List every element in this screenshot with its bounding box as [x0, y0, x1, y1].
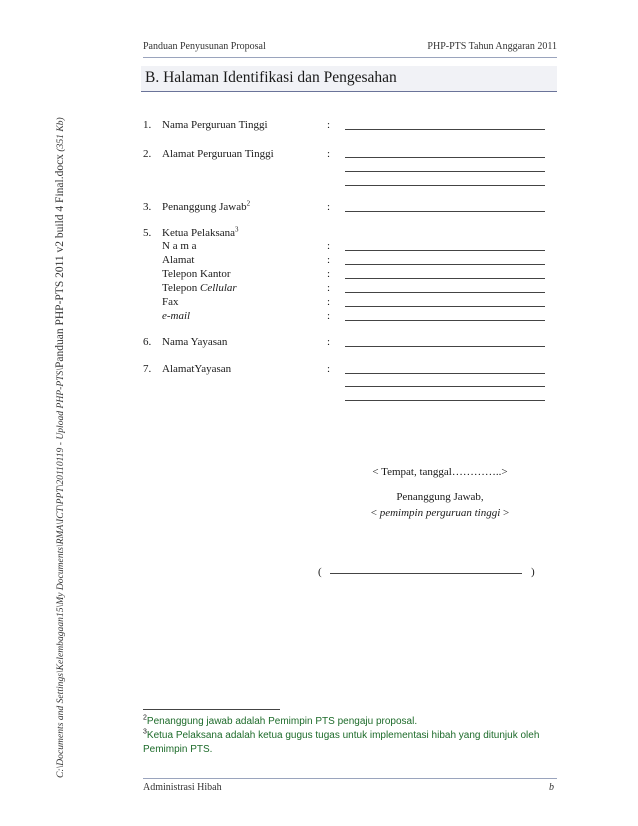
footnote-text: Ketua Pelaksana adalah ketua gugus tugas untuk implementasi hibah yang ditunjuk oleh Pemimpin PTS. — [143, 730, 540, 755]
item-label: Alamat Perguruan Tinggi — [162, 148, 274, 160]
field-label: e-mail — [162, 310, 191, 322]
field-label: Alamat — [162, 254, 195, 266]
fill-line[interactable] — [345, 129, 545, 130]
sign-role: Penanggung Jawab, — [396, 491, 484, 503]
fill-line[interactable] — [345, 320, 545, 321]
footer-left: Administrasi Hibah — [143, 782, 222, 793]
footnote-2 — [143, 715, 553, 729]
section-title: B. Halaman Identifikasi dan Pengesahan — [145, 69, 397, 86]
item-label-text: Ketua Pelaksana — [162, 227, 235, 239]
file-path-size: (351 Kb) — [55, 117, 66, 152]
item-label — [162, 201, 250, 213]
field-label-prefix: Telepon — [162, 282, 201, 294]
fill-line[interactable] — [345, 346, 545, 347]
field-label-italic: Cellular — [200, 282, 237, 294]
fill-line[interactable] — [345, 157, 545, 158]
colon: : — [327, 363, 331, 375]
signature-line[interactable] — [330, 573, 522, 574]
section-heading — [141, 66, 557, 92]
footnote-separator — [143, 709, 280, 710]
sign-place-date: < Tempat, tanggal…………..> — [372, 466, 508, 478]
item-number: 3. — [143, 201, 152, 213]
colon: : — [327, 254, 331, 266]
fill-line[interactable] — [345, 292, 545, 293]
fill-line[interactable] — [345, 386, 545, 387]
header-rule — [143, 57, 557, 58]
colon: : — [327, 268, 331, 280]
colon: : — [327, 240, 331, 252]
field-label: Telepon Kantor — [162, 268, 231, 280]
footnote-ref: 3 — [235, 225, 239, 234]
fill-line[interactable] — [345, 306, 545, 307]
item-label: AlamatYayasan — [162, 363, 232, 375]
item-number: 5. — [143, 227, 152, 239]
footnote-3 — [143, 729, 553, 757]
fill-line[interactable] — [345, 185, 545, 186]
item-number: 6. — [143, 336, 152, 348]
footnote-number: 3 — [143, 728, 147, 736]
colon: : — [327, 148, 331, 160]
header-left: Panduan Penyusunan Proposal — [143, 41, 266, 52]
fill-line[interactable] — [345, 250, 545, 251]
field-label — [162, 282, 237, 294]
sign-name-italic: pemimpin perguruan tinggi — [379, 507, 501, 519]
item-label: Nama Perguruan Tinggi — [162, 119, 268, 131]
colon: : — [327, 310, 331, 322]
page-header — [143, 41, 557, 57]
item-number: 1. — [143, 119, 152, 131]
item-number: 2. — [143, 148, 152, 160]
sign-name-placeholder — [340, 507, 540, 519]
fill-line[interactable] — [345, 400, 545, 401]
colon: : — [327, 336, 331, 348]
colon: : — [327, 119, 331, 131]
fill-line[interactable] — [345, 278, 545, 279]
fill-line[interactable] — [345, 171, 545, 172]
signature-paren-close: ) — [531, 566, 535, 578]
fill-line[interactable] — [345, 211, 545, 212]
footnote-number: 2 — [143, 714, 147, 722]
footnote-ref: 2 — [246, 199, 251, 208]
file-path-sidebar — [54, 38, 66, 778]
footer-rule — [143, 778, 557, 779]
item-number: 7. — [143, 363, 152, 375]
file-path-filename: Panduan PHP-PTS 2011 v2 build 4 Final.docx — [54, 154, 66, 368]
fill-line[interactable] — [345, 373, 545, 374]
file-path-lead: C:\Documents and Settings\Kelembagaan15\My Documents\RMA\ICT\PPT\20110119 - Upload PHP-PTS\ — [55, 368, 66, 778]
item-label — [162, 227, 239, 239]
footnote-text: Penanggung jawab adalah Pemimpin PTS pengaju proposal. — [146, 716, 418, 727]
fill-line[interactable] — [345, 264, 545, 265]
colon: : — [327, 296, 331, 308]
item-label-text: Penanggung Jawab — [162, 201, 247, 213]
signature-paren-open: ( — [318, 566, 322, 578]
sign-name-suffix: > — [500, 507, 510, 519]
sign-name-prefix: < — [370, 507, 380, 519]
colon: : — [327, 282, 331, 294]
page-number: b — [549, 782, 554, 793]
field-label: Fax — [162, 296, 179, 308]
field-label: N a m a — [162, 240, 197, 252]
item-label: Nama Yayasan — [162, 336, 228, 348]
header-right: PHP-PTS Tahun Anggaran 2011 — [427, 41, 557, 52]
colon: : — [327, 201, 331, 213]
